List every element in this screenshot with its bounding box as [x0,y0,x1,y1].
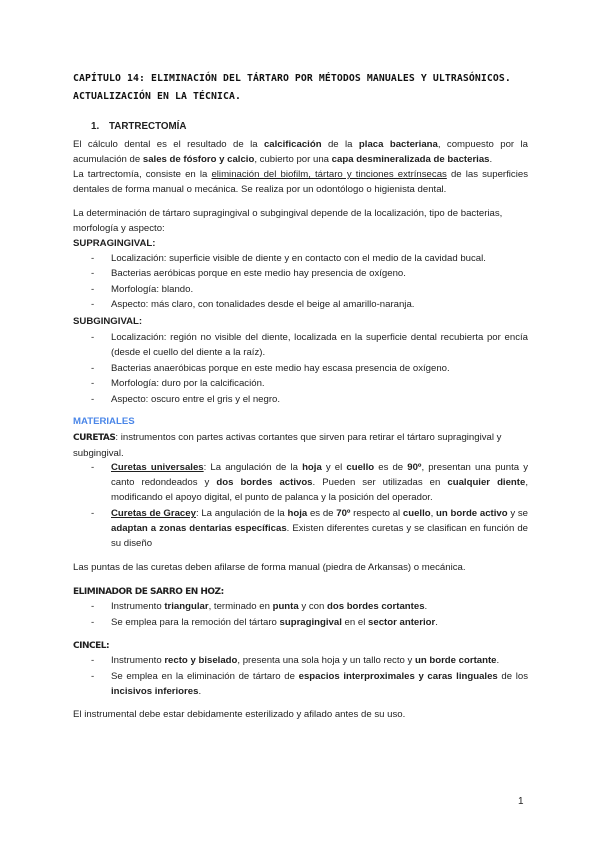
hoz-label: ELIMINADOR DE SARRO EN HOZ: [73,587,224,597]
puntas-paragraph: Las puntas de las curetas deben afilarse de forma manual (piedra de Arkansas) o mecánica. [73,562,466,573]
final-paragraph: El instrumental debe estar debidamente esterilizado y afilado antes de su uso. [73,709,406,720]
paragraph-calculo: El cálculo dental es el resultado de la calcificación de la placa bacteriana, compuesto por la acumulación de sales de fósforo y calcio, cubierto por una capa desmineralizada de bacterias. [73,139,528,165]
curetas-paragraph: CURETAS: instrumentos con partes activas cortantes que sirven para retirar el tártaro supragingival y subgingival. [73,432,502,459]
supragingival-label: SUPRAGINGIVAL: [73,238,156,249]
document-page: CAPÍTULO 14: ELIMINACIÓN DEL TÁRTARO POR MÉTODOS MANUALES Y ULTRASÓNICOS. ACTUALIZACIÓN EN LA TÉCNICA. 1. TARTRECTOMÍA El cálculo dental es el resultado de la calcificación de la placa bacteriana, compuesto por la acumulación de sales de fósforo y calcio, cubierto por una capa desmineralizada de bacterias. La tartrectomía, consiste en la eliminación del biofilm, tártaro y tinciones extrínsecas de las superficies dentales de forma manual o mecánica. Se realiza por un odontólogo o higienista dental. La determinación de tártaro supragingival o subgingival depende de la localización, tipo de bacterias, morfología y aspecto: SUPRAGINGIVAL: - Localización: superficie visible de diente y en contacto con el medio de la cavidad bucal. - Bacterias aeróbicas porque en este medio hay presencia de oxígeno. - Morfología: blando. - Aspecto: más claro, con tonalidades desde el beige al amarillo-naranja. SUBGINGIVAL: - Localización: región no visible del diente, localizada en la superficie dental recubierta por encía (desde el cuello del diente a la raíz). - Bacterias anaeróbicas porque en este medio hay escasa presencia de oxígeno. - Morfología: duro por la calcificación. - Aspecto: oscuro entre el gris y el negro. MATERIALES CURETAS: instrumentos con partes activas cortantes que sirven para retirar el tártaro supragingival y subgingival. - Curetas universales: La angulación de la hoja y el cuello es de 90º, presentan una punta y canto redondeados y dos bordes activos. Pueden ser utilizadas en cualquier diente, modificando el apoyo digital, el punto de palanca y la posición del operador. - Curetas de Gracey: La angulación de la hoja es de 70º respecto al cuello, un borde activo y se adaptan a zonas dentarias específicas. Existen diferentes curetas y se clasifican en función de su diseño Las puntas de las curetas deben afilarse de forma manual (piedra de Arkansas) o mecánica. ELIMINADOR DE SARRO EN HOZ: - Instrumento triangular, terminado en punta y con dos bordes cortantes. - Se emplea para la remoción del tártaro supragingival en el sector anterior. CINCEL: - Instrumento recto y biselado, presenta una sola hoja y un tallo recto y un borde cortante. - Se emplea en la eliminación de tártaro de espacios interproximales y caras linguales de los incisivos inferiores. El instrumental debe estar debidamente esterilizado y afilado antes de su uso. 1 [0,0,600,848]
chapter-title: CAPÍTULO 14: ELIMINACIÓN DEL TÁRTARO POR MÉTODOS MANUALES Y ULTRASÓNICOS. ACTUALIZACIÓN EN LA TÉCNICA. [73,73,511,102]
paragraph-determinacion: La determinación de tártaro supragingival o subgingival depende de la localización, tipo de bacterias, morfología y aspecto: [73,208,503,234]
page-number: 1 [518,796,524,807]
paragraph-tartrectomia: La tartrectomía, consiste en la eliminación del biofilm, tártaro y tinciones extrínsecas de las superficies dentales de forma manual o mecánica. Se realiza por un odontólogo o higienista dental. [73,169,528,195]
section-number: 1. [91,121,100,132]
section-heading [91,121,186,132]
materiales-heading: MATERIALES [73,416,135,427]
section-title: TARTRECTOMÍA [109,121,187,132]
cincel-label: CINCEL: [73,641,110,651]
subgingival-label: SUBGINGIVAL: [73,316,143,327]
